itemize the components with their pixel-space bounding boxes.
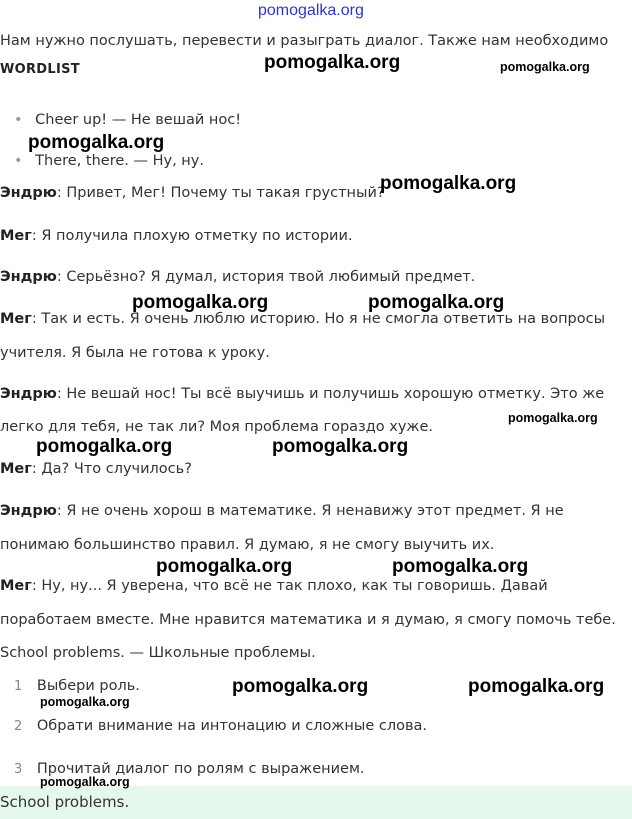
intro-text: Нам нужно послушать, перевести и разыграть диалог. Также нам необходимо: [0, 33, 609, 49]
speaker: Мег: [0, 228, 32, 244]
footer-text: School problems.: [0, 793, 130, 811]
bullet: •: [14, 112, 23, 128]
dialogue-text: Я получила плохую отметку по истории.: [41, 228, 353, 244]
wordlist-item: [14, 112, 241, 128]
watermark: pomogalka.org: [40, 695, 130, 709]
dialogue-line: Мег: Я получила плохую отметку по истории.: [0, 228, 353, 244]
task-text: Обрати внимание на интонацию и сложные слова.: [36, 718, 428, 734]
dialogue-text: Я не очень хорош в математике. Я ненавижу этот предмет. Я не: [66, 503, 564, 519]
watermark: pomogalka.org: [36, 436, 173, 457]
dialogue-line: Мег: Так и есть. Я очень люблю историю. Но я не смогла ответить на вопросы: [0, 311, 606, 327]
wordlist-heading: WORDLIST: [0, 62, 80, 77]
dialogue-line: Эндрю: Привет, Мег! Почему ты такая грустный?: [0, 185, 385, 201]
dialogue-line: Мег: Да? Что случилось?: [0, 461, 192, 477]
speaker: Эндрю: [0, 269, 57, 285]
wordlist-item: [14, 153, 204, 169]
wordlist-item-text: There, there. — Ну, ну.: [35, 153, 204, 169]
watermark: pomogalka.org: [508, 411, 598, 425]
dialogue-text: Ну, ну... Я уверена, что всё не так плохо, как ты говоришь. Давай: [41, 578, 548, 594]
dialogue-continuation: поработаем вместе. Мне нравится математика и я думаю, я смогу помочь тебе.: [0, 612, 616, 628]
watermark: pomogalka.org: [380, 173, 517, 194]
dialogue-line: Мег: Ну, ну... Я уверена, что всё не так плохо, как ты говоришь. Давай: [0, 578, 548, 594]
task-number: 2: [14, 719, 23, 734]
watermark: pomogalka.org: [392, 556, 529, 577]
speaker: Мег: [0, 578, 32, 594]
task-text: Прочитай диалог по ролям с выражением.: [36, 761, 365, 777]
dialogue-line: Эндрю: Не вешай нос! Ты всё выучишь и получишь хорошую отметку. Это же: [0, 386, 605, 402]
speaker: Мег: [0, 311, 32, 327]
task-item: [14, 678, 140, 694]
dialogue-line: Эндрю: Серьёзно? Я думал, история твой любимый предмет.: [0, 269, 476, 285]
watermark: pomogalka.org: [28, 132, 165, 153]
watermark: pomogalka.org: [272, 436, 409, 457]
dialogue-continuation: учителя. Я была не готова к уроку.: [0, 345, 270, 361]
watermark: pomogalka.org: [132, 292, 269, 313]
task-number: 1: [14, 679, 23, 694]
speaker: Эндрю: [0, 503, 57, 519]
watermark: pomogalka.org: [500, 60, 590, 74]
dialogue-continuation: легко для тебя, не так ли? Моя проблема гораздо хуже.: [0, 419, 434, 435]
dialogue-text: Так и есть. Я очень люблю историю. Но я не смогла ответить на вопросы: [41, 311, 606, 327]
dialogue-text: Серьёзно? Я думал, история твой любимый предмет.: [66, 269, 476, 285]
watermark: pomogalka.org: [40, 775, 130, 789]
watermark-top: pomogalka.org: [258, 2, 364, 19]
speaker: Эндрю: [0, 185, 57, 201]
dialogue-text: Привет, Мег! Почему ты такая грустный?: [66, 185, 385, 201]
task-number: 3: [14, 762, 23, 777]
watermark: pomogalka.org: [368, 292, 505, 313]
speaker: Эндрю: [0, 386, 57, 402]
dialogue-text: Не вешай нос! Ты всё выучишь и получишь хорошую отметку. Это же: [66, 386, 605, 402]
watermark: pomogalka.org: [232, 676, 369, 697]
watermark: pomogalka.org: [468, 676, 605, 697]
wordlist-item-text: Cheer up! — Не вешай нос!: [35, 112, 242, 128]
section-title: School problems. — Школьные проблемы.: [0, 645, 316, 661]
task-item: [14, 718, 427, 734]
watermark: pomogalka.org: [156, 556, 293, 577]
footer-bar: [0, 786, 632, 819]
dialogue-text: Да? Что случилось?: [41, 461, 192, 477]
dialogue-continuation: понимаю большинство правил. Я думаю, я не смогу выучить их.: [0, 537, 495, 553]
speaker: Мег: [0, 461, 32, 477]
dialogue-line: Эндрю: Я не очень хорош в математике. Я ненавижу этот предмет. Я не: [0, 503, 564, 519]
task-text: Выбери роль.: [36, 678, 140, 694]
bullet: •: [14, 153, 23, 169]
watermark: pomogalka.org: [264, 52, 401, 73]
